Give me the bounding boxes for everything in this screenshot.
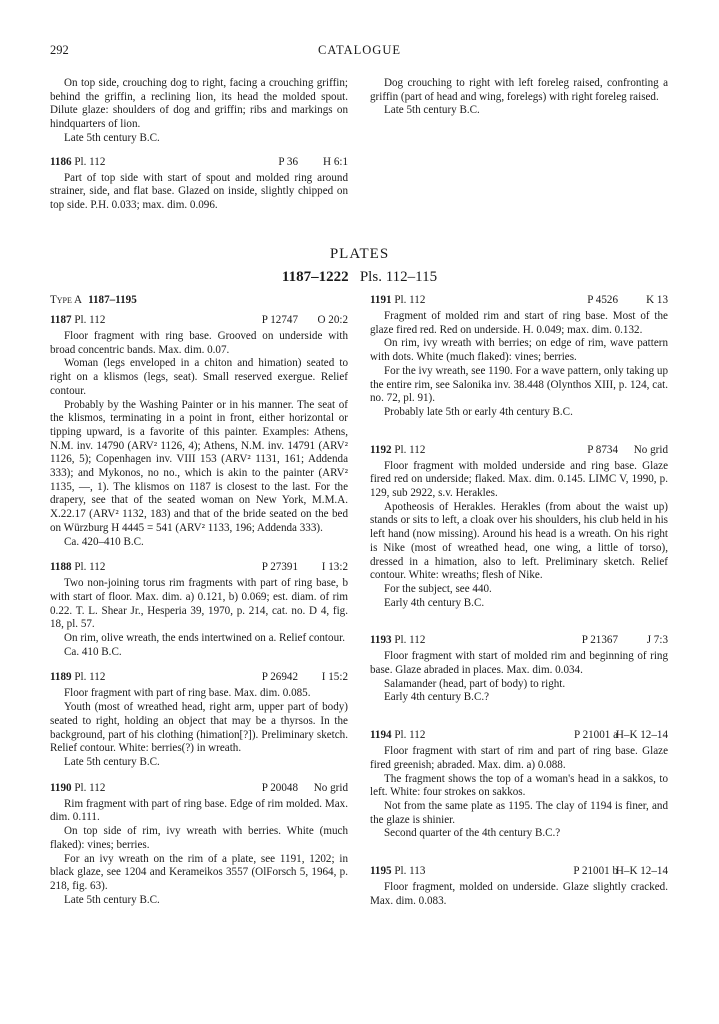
- entry-header: [370, 729, 668, 743]
- section-title: PLATES: [329, 246, 390, 262]
- date-line: Ca. 420–410 B.C.: [64, 535, 144, 548]
- catalogue-entry: [370, 729, 668, 841]
- inventory-number: P 20048: [261, 781, 298, 794]
- inventory-number: P 36: [278, 155, 298, 168]
- top-left-continuation: [50, 77, 348, 213]
- top-right-continuation: [370, 77, 668, 118]
- paragraph: Probably by the Washing Painter or in his manner. The seat of the klismos, terminating in a point in front, either horizontal or tipping upward, is a favorite of this painter. Examples: Athens, N.M. inv. 14790 (ARV² 1126, 4); Athens, N.M. inv. 14791 (ARV² 1126, 5); Copenhagen inv. VIII 153 (ARV² 1131, 161; Addenda 333); and Mykonos, no no., which is akin to the painter (ARV² 1135, —, 1). The klismos on 1187 is closest to the last. For the drapery, see that of the seated woman on New York, M.M.A. X.22.17 (ARV² 1132, 183) and that of the bride seated on the bed on Würzburg H 4445 = 541 (ARV² 1133, 196; Addenda 333).: [50, 398, 348, 534]
- paragraph: Woman (legs enveloped in a chiton and himation) seated to right on a klismos (legs, seat). Small reserved exergue. Relief contour.: [50, 357, 348, 397]
- plate-ref: Pl. 112: [74, 155, 106, 168]
- entry-number: 1195: [370, 865, 392, 878]
- catalogue-entry: [370, 444, 668, 611]
- right-entries: [370, 294, 668, 909]
- paragraph: Fragment of molded rim and start of ring base. Most of the glaze fired red. Red on underside. H. 0.049; max. dim. 0.132.: [370, 310, 668, 336]
- plate-ref: Pl. 112: [74, 781, 106, 794]
- type-range: 1187–1195: [88, 294, 137, 306]
- paragraph: Apotheosis of Herakles. Herakles (from about the waist up) stands or sits to left, a cloak over his shoulders, his club held in his left hand (now missing). Around his head is a wreath. On his right is Nike (most of wreathed head, one wing, a little of torso), dressed in a himation, also to left. Preliminary sketch. Relief contour. White: wreaths; flesh of Nike.: [370, 500, 668, 582]
- plate-ref: Pl. 113: [394, 865, 426, 878]
- paragraph: On rim, ivy wreath with berries; on edge of rim, wave pattern with dots. White (much flaked): vines; berries.: [370, 337, 668, 364]
- paragraph: For an ivy wreath on the rim of a plate, see 1191, 1202; in black glaze, see 1204 and Kerameikos 3557 (OlForsch 5, 1964, p. 218, fig. 63).: [50, 852, 348, 892]
- entry-number: 1193: [370, 634, 392, 647]
- grid-ref: No grid: [313, 781, 348, 794]
- entry-header: [50, 156, 348, 170]
- grid-ref: J 7:3: [646, 634, 668, 647]
- catalogue-entry: [50, 782, 348, 908]
- paragraph: Part of top side with start of spout and molded ring around strainer, side, and flat base. Glazed on inside, slightly chipped on top side. P.H. 0.033; max. dim. 0.096.: [50, 171, 348, 211]
- inventory-number: P 27391: [261, 561, 298, 574]
- entry-number: 1191: [370, 294, 392, 306]
- page-number: 292: [50, 43, 69, 57]
- page-header: [50, 44, 669, 60]
- paragraph: Floor fragment with molded underside and ring base. Glaze fired red on underside; flaked. Max. dim. 0.145. LIMC V, 1990, p. 129, sub 2922, s.v. Herakles.: [370, 459, 668, 500]
- plate-ref: Pl. 112: [394, 729, 426, 742]
- entry-number: 1187: [50, 314, 72, 326]
- type-heading: [50, 294, 348, 308]
- entry-number: 1194: [370, 729, 392, 742]
- date-line: Early 4th century B.C.: [384, 596, 485, 609]
- entry-header: [370, 634, 668, 648]
- left-entries: [50, 314, 348, 907]
- right-column: [370, 294, 668, 909]
- paragraph: On top side of rim, ivy wreath with berries. White (much flaked): vines; berries.: [50, 825, 348, 851]
- paragraph: Youth (most of wreathed head, right arm, upper part of body) seated to right, holding an object that may be a thyrsos. In the background, part of his clothing (himation[?]). Preliminary sketch. Relief contour. White: berries(?) in wreath.: [50, 701, 348, 755]
- entry-number: 1186: [50, 155, 72, 168]
- inventory-number: P 21367: [581, 634, 618, 647]
- paragraph: On rim, olive wreath, the ends intertwined on a. Relief contour.: [64, 632, 345, 645]
- plate-ref: Pl. 112: [74, 561, 106, 574]
- paragraph: For the ivy wreath, see 1190. For a wave pattern, only taking up the entire rim, see Salonika inv. 38.448 (Olynthos XIII, p. 124, cat. no. 72, pl. 91).: [370, 364, 668, 405]
- date-line: Second quarter of the 4th century B.C.?: [384, 827, 561, 840]
- catalogue-entry: [370, 294, 668, 420]
- grid-ref: K 13: [646, 294, 668, 306]
- running-head: CATALOGUE: [318, 43, 401, 57]
- paragraph: Dog crouching to right with left foreleg raised, confronting a griffin (part of head and wing, forelegs) with right foreleg raised.: [370, 77, 668, 103]
- inventory-number: P 4526: [587, 294, 618, 306]
- type-label: Type A: [50, 294, 83, 306]
- entry-header: [50, 314, 348, 328]
- inventory-number: P 21001 b: [573, 865, 618, 878]
- grid-ref: H–K 12–14: [615, 865, 668, 878]
- catalogue-entry: [370, 634, 668, 705]
- plate-ref: Pl. 112: [394, 443, 426, 456]
- paragraph: For the subject, see 440.: [384, 582, 492, 595]
- paragraph: Not from the same plate as 1195. The clay of 1194 is finer, and the glaze is shinier.: [370, 799, 668, 826]
- date-line: Late 5th century B.C.: [64, 893, 160, 906]
- paragraph: Floor fragment with start of rim and part of ring base. Glaze fired greenish; abraded. Max. dim. a) 0.088.: [370, 745, 668, 771]
- date-line: Probably late 5th or early 4th century B.C.: [384, 405, 573, 418]
- entry-header: [370, 444, 668, 458]
- paragraph: Floor fragment with ring base. Grooved on underside with broad concentric bands. Max. dim. 0.07.: [50, 330, 348, 356]
- paragraph: Floor fragment with start of molded rim and beginning of ring base. Glaze abraded in places. Max. dim. 0.034.: [370, 650, 668, 677]
- inventory-number: P 26942: [261, 671, 298, 684]
- catalogue-entry: [50, 671, 348, 769]
- date-line: Late 5th century B.C.: [64, 755, 160, 768]
- paragraph: Floor fragment, molded on underside. Glaze slightly cracked. Max. dim. 0.083.: [370, 881, 668, 907]
- paragraph: The fragment shows the top of a woman's head in a sakkos, to left. White: four strokes on sakkos.: [370, 772, 668, 799]
- entry-number: 1190: [50, 781, 72, 794]
- plate-ref: Pl. 112: [74, 671, 106, 684]
- inventory-number: P 8734: [587, 443, 618, 456]
- grid-ref: No grid: [633, 443, 668, 456]
- grid-ref: H–K 12–14: [615, 729, 668, 742]
- entry-header: [50, 561, 348, 575]
- date-line: Late 5th century B.C.: [64, 131, 160, 144]
- plate-ref: Pl. 112: [394, 634, 426, 647]
- plates-range: Pls. 112–115: [359, 269, 438, 285]
- left-column: [50, 294, 348, 907]
- date-line: Ca. 410 B.C.: [64, 645, 122, 658]
- entry-header: [370, 294, 668, 308]
- paragraph: Two non-joining torus rim fragments with part of ring base, b with start of floor. Max. dim. a) 0.121, b) 0.069; est. diam. of rim 0.22. T. L. Shear Jr., Hesperia 39, 1970, p. 214, cat. no. D 4, fig. 18, pl. 57.: [50, 577, 348, 631]
- date-line: Late 5th century B.C.: [384, 104, 480, 117]
- catalogue-range: 1187–1222: [281, 269, 349, 285]
- paragraph: Floor fragment with part of ring base. Max. dim. 0.085.: [64, 687, 311, 700]
- grid-ref: O 20:2: [317, 314, 348, 326]
- section-range: [0, 271, 719, 285]
- inventory-number: P 21001 a: [574, 729, 618, 742]
- catalogue-entry: [50, 314, 348, 549]
- paragraph: On top side, crouching dog to right, facing a crouching griffin; behind the griffin, a reclining lion, its head the molded spout. Dilute glaze: shoulders of dog and griffin; ribs and markings on hindquarters of lion.: [50, 77, 348, 131]
- entry-header: [50, 782, 348, 796]
- entry-number: 1188: [50, 561, 72, 574]
- paragraph: Rim fragment with part of ring base. Edge of rim molded. Max. dim. 0.111.: [50, 797, 348, 824]
- catalogue-entry: [370, 865, 668, 908]
- plate-ref: Pl. 112: [394, 294, 426, 306]
- entry-number: 1189: [50, 671, 72, 684]
- inventory-number: P 12747: [261, 314, 298, 326]
- grid-ref: H 6:1: [323, 155, 348, 168]
- catalogue-entry: [50, 561, 348, 659]
- entry-header: [50, 671, 348, 685]
- entry-number: 1192: [370, 443, 392, 456]
- grid-ref: I 15:2: [321, 671, 348, 684]
- plate-ref: Pl. 112: [74, 314, 106, 326]
- date-line: Early 4th century B.C.?: [384, 691, 490, 704]
- entry-header: [370, 865, 668, 879]
- grid-ref: I 13:2: [321, 561, 348, 574]
- paragraph: Salamander (head, part of body) to right.: [384, 677, 566, 690]
